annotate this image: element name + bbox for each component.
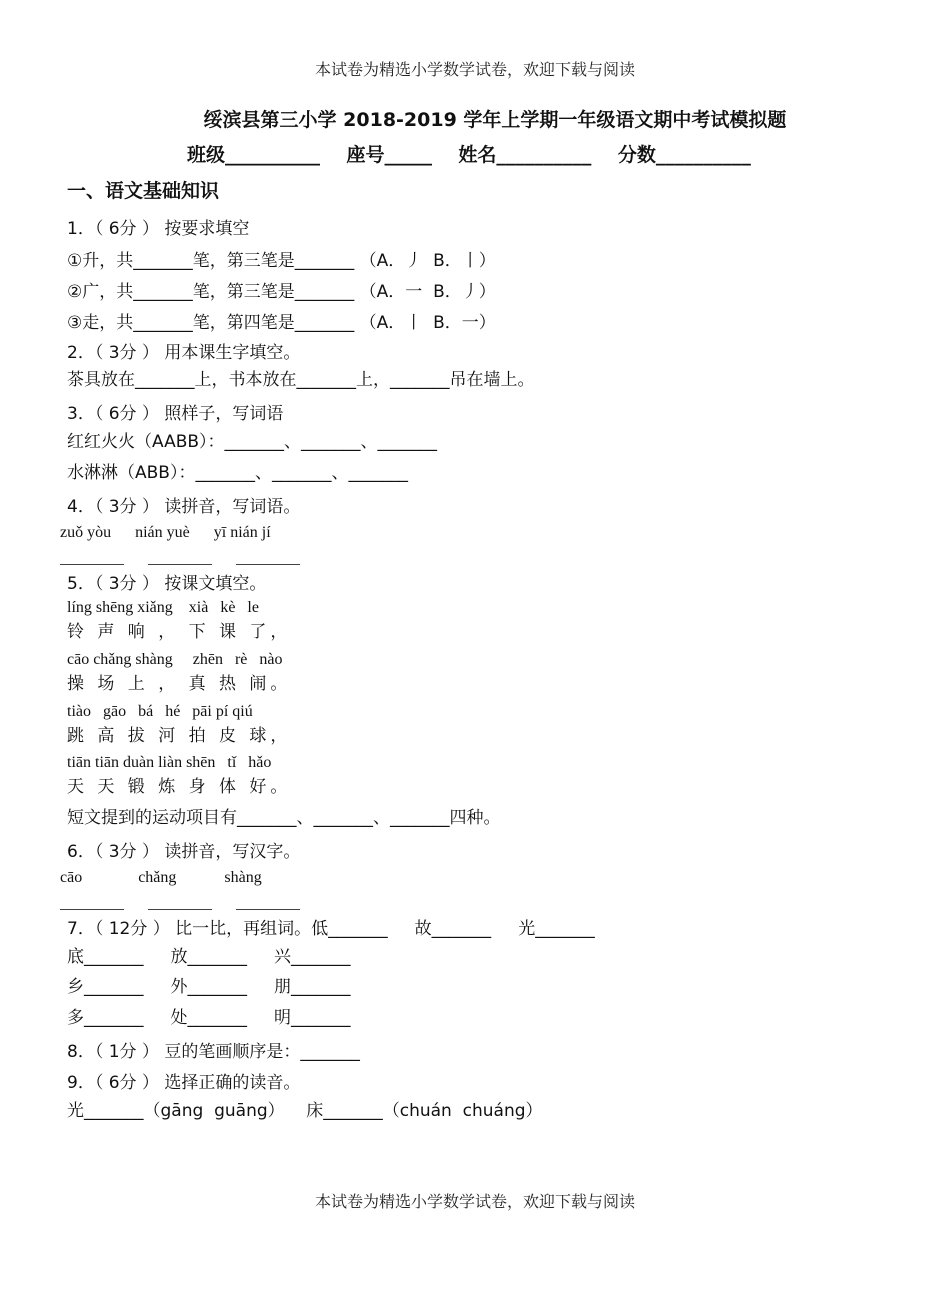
page-footer: 本试卷为精选小学数学试卷，欢迎下载与阅读 (314, 1192, 635, 1211)
q1-item-1: ①升，共_______笔，第三笔是_______ （A．丿 B．丨） (67, 251, 496, 271)
q6-title: 6．（ 3分 ） 读拼音，写汉字。 (67, 842, 301, 862)
q6-blanks: ________ ________ ________ (60, 895, 300, 912)
q7-row-1: 底_______ 放_______ 兴_______ (67, 947, 351, 967)
q5-pinyin-2: cāo chǎng shàng zhēn rè nào (67, 651, 283, 668)
q3-title: 3．（ 6分 ） 照样子，写词语 (67, 404, 284, 424)
student-info-fields: 班级__________ 座号_____ 姓名__________ 分数__________ (187, 144, 751, 166)
q9-title: 9．（ 6分 ） 选择正确的读音。 (67, 1073, 301, 1093)
q5-text-2: 操 场 上 ， 真 热 闹。 (67, 674, 292, 694)
q2-body: 茶具放在_______上，书本放在_______上，_______吊在墙上。 (67, 370, 535, 390)
q3-item-1: 红红火火（AABB）：_______、_______、_______ (67, 432, 438, 452)
q5-question: 短文提到的运动项目有_______、_______、_______四种。 (67, 808, 501, 828)
q7-row-3: 多_______ 处_______ 明_______ (67, 1008, 351, 1028)
q5-title: 5．（ 3分 ） 按课文填空。 (67, 574, 267, 594)
q1-item-3: ③走，共_______笔，第四笔是_______ （A．丨 B．一） (67, 313, 496, 333)
q4-pinyin: zuǒ yòu nián yuè yī nián jí (60, 524, 271, 541)
q4-title: 4．（ 3分 ） 读拼音，写词语。 (67, 497, 301, 517)
q9-body: 光_______（gāng guāng） 床_______（chuán chuáng） (67, 1101, 543, 1121)
section-heading: 一、语文基础知识 (67, 180, 220, 202)
q4-blanks: ________ ________ ________ (60, 550, 300, 567)
q5-text-3: 跳 高 拔 河 拍 皮 球， (67, 726, 292, 746)
q7-title: 7．（ 12分 ） 比一比，再组词。低_______ 故_______ 光_______ (67, 919, 595, 939)
q5-pinyin-1: líng shēng xiǎng xià kè le (67, 599, 259, 616)
q5-text-4: 天 天 锻 炼 身 体 好。 (67, 777, 292, 797)
q3-item-2: 水淋淋（ABB）：_______、_______、_______ (67, 463, 408, 483)
q5-pinyin-3: tiào gāo bá hé pāi pí qiú (67, 703, 253, 720)
q8-title: 8．（ 1分 ） 豆的笔画顺序是：_______ (67, 1042, 360, 1062)
q2-title: 2．（ 3分 ） 用本课生字填空。 (67, 343, 301, 363)
exam-title: 绥滨县第三小学 2018-2019 学年上学期一年级语文期中考试模拟题 (203, 109, 787, 131)
q1-title: 1．（ 6分 ） 按要求填空 (67, 219, 250, 239)
q5-text-1: 铃 声 响 ， 下 课 了， (67, 622, 292, 642)
q1-item-2: ②广，共_______笔，第三笔是_______ （A．一 B．丿） (67, 282, 496, 302)
q5-pinyin-4: tiān tiān duàn liàn shēn tǐ hǎo (67, 754, 272, 771)
page-header: 本试卷为精选小学数学试卷，欢迎下载与阅读 (314, 60, 635, 79)
q6-pinyin: cāo chǎng shàng (60, 869, 262, 886)
q7-row-2: 乡_______ 外_______ 朋_______ (67, 977, 351, 997)
